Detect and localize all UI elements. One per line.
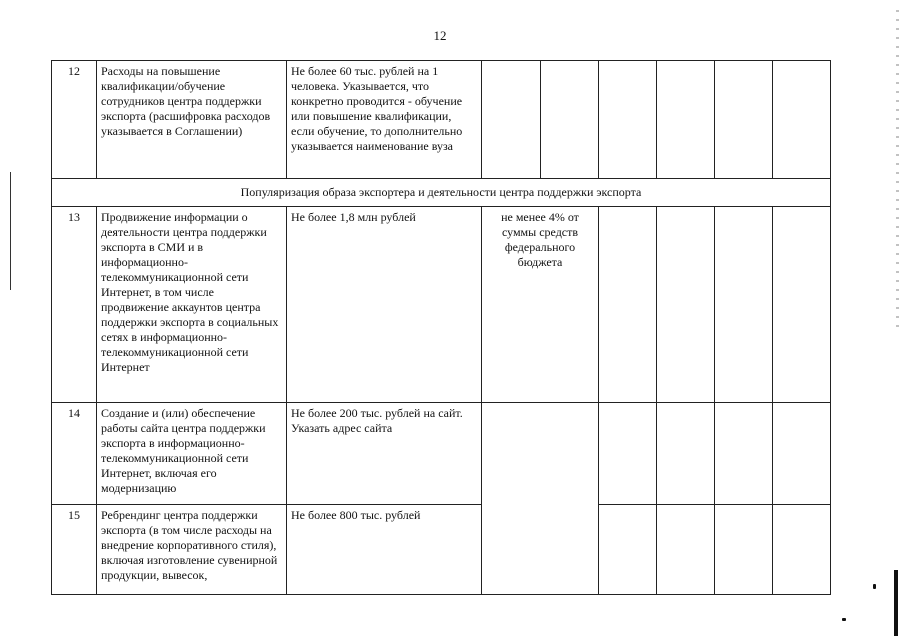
row-number: 15 [52, 505, 97, 595]
empty-cell [657, 207, 715, 403]
empty-cell [657, 61, 715, 179]
page-number: 12 [433, 28, 447, 43]
table-row [52, 505, 831, 595]
scan-artifact [896, 10, 899, 330]
empty-cell [715, 61, 773, 179]
scan-artifact [842, 618, 846, 621]
table-row [52, 403, 831, 505]
scan-artifact [894, 570, 898, 636]
row-number: 14 [52, 403, 97, 505]
empty-cell [482, 61, 541, 179]
cost-table [51, 60, 831, 595]
section-title: Популяризация образа экспортера и деятельности центра поддержки экспорта [52, 179, 831, 207]
row-number: 12 [52, 61, 97, 179]
expense-name: Расходы на повышение квалификации/обучение сотрудников центра поддержки экспорта (расшифровка расходов указывается в Соглашении) [97, 61, 287, 179]
expense-name-text: Ребрендинг центра поддержки экспорта (в том числе расходы на внедрение корпоративного стиля), включая изготовление сувенирной продукции, вывесок, [101, 508, 278, 582]
scan-artifact [10, 172, 11, 290]
expense-limit: Не более 200 тыс. рублей на сайт. Указать адрес сайта [287, 403, 482, 505]
empty-cell [715, 505, 773, 595]
table-row [52, 207, 831, 403]
expense-name: Продвижение информации о деятельности центра поддержки экспорта в СМИ и в информационно-телекоммуникационной сети Интернет, в том числе продвижение аккаунтов центра поддержки экспорта в социальных сетях в информационно-телекоммуникационной сети Интернет [97, 207, 287, 403]
scan-artifact [873, 584, 876, 589]
row-number: 13 [52, 207, 97, 403]
empty-cell [599, 61, 657, 179]
empty-cell [599, 207, 657, 403]
empty-cell [599, 403, 657, 505]
empty-cell [657, 505, 715, 595]
empty-cell [773, 207, 831, 403]
expense-limit: Не более 60 тыс. рублей на 1 человека. Указывается, что конкретно проводится - обучение или повышение квалификации, если обучение, то дополнительно указывается наименование вуза [287, 61, 482, 179]
expense-name [97, 505, 287, 595]
expense-limit: Не более 800 тыс. рублей [287, 505, 482, 595]
table-row [52, 61, 831, 179]
empty-cell [773, 61, 831, 179]
merged-empty-cell [482, 403, 599, 595]
expense-name: Создание и (или) обеспечение работы сайта центра поддержки экспорта в информационно-телекоммуникационной сети Интернет, включая его модернизацию [97, 403, 287, 505]
empty-cell [773, 505, 831, 595]
empty-cell [715, 403, 773, 505]
empty-cell [715, 207, 773, 403]
empty-cell [541, 61, 599, 179]
empty-cell [599, 505, 657, 595]
empty-cell [657, 403, 715, 505]
expense-limit: Не более 1,8 млн рублей [287, 207, 482, 403]
budget-share: не менее 4% от суммы средств федерального бюджета [482, 207, 599, 403]
empty-cell [773, 403, 831, 505]
section-header-row [52, 179, 831, 207]
